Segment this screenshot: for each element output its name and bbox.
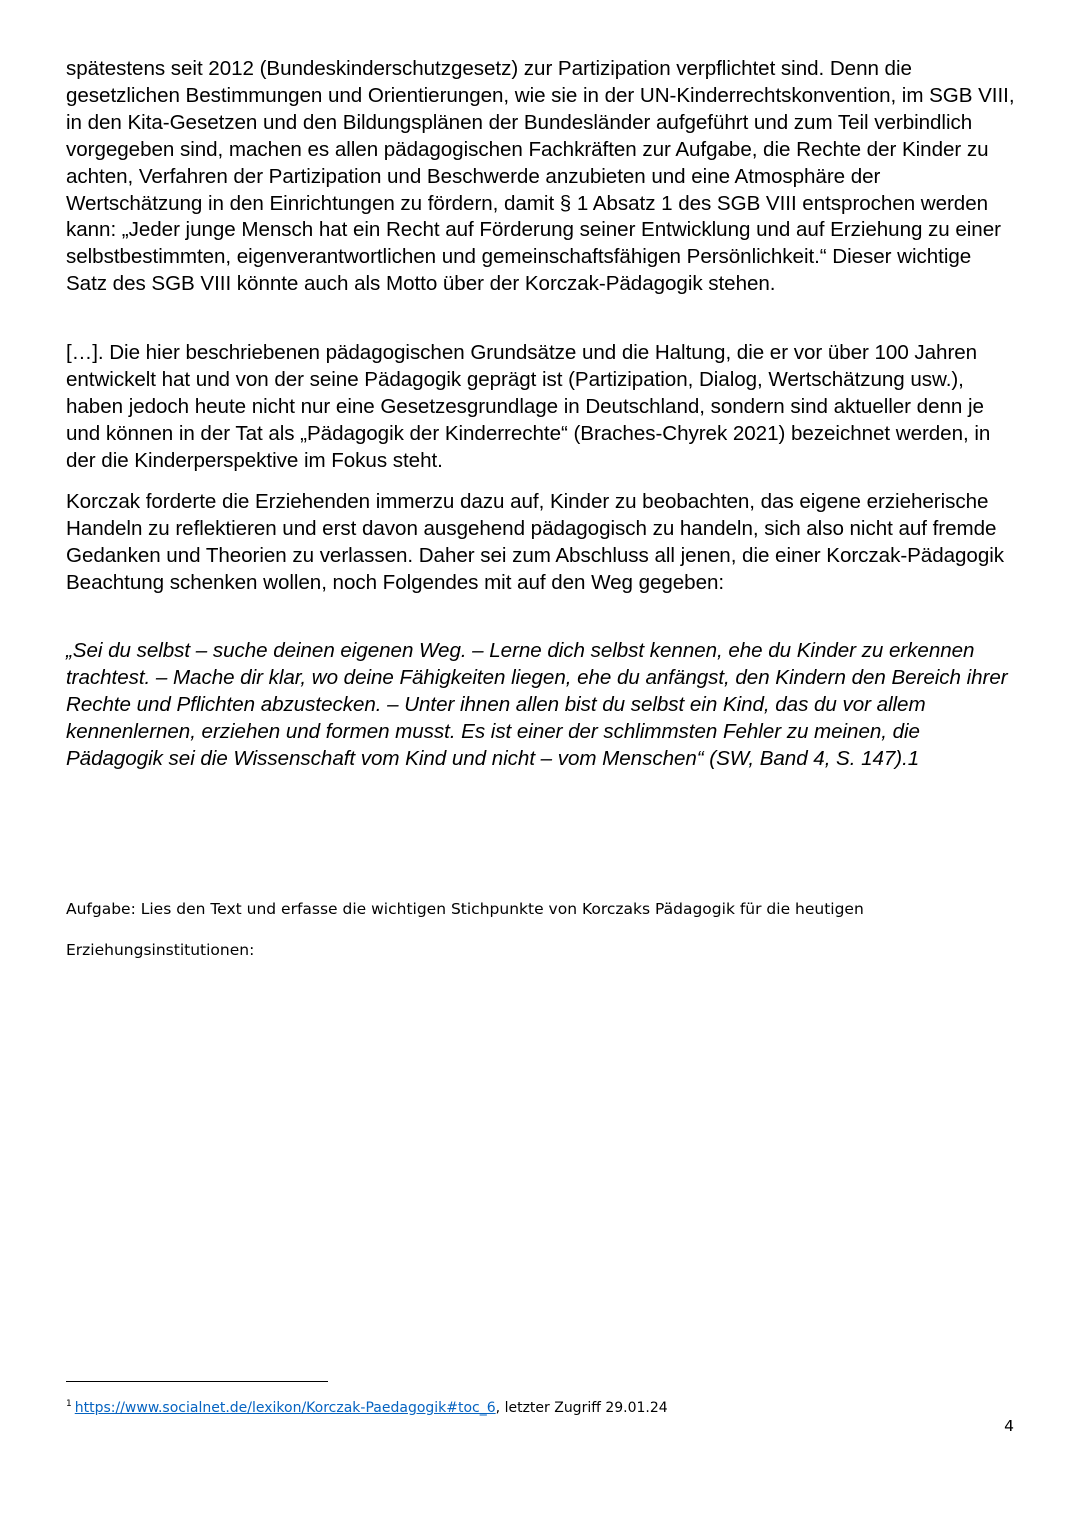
- task-instruction-line-2: Erziehungsinstitutionen:: [66, 941, 255, 959]
- task-instruction-line-1: Aufgabe: Lies den Text und erfasse die wichtigen Stichpunkte von Korczaks Pädagogik für die heutigen: [66, 900, 864, 918]
- korczak-quote: „Sei du selbst – suche deinen eigenen Weg. – Lerne dich selbst kennen, ehe du Kinder zu erkennen trachtest. – Mache dir klar, wo deine Fähigkeiten liegen, ehe du anfängst, den Kindern den Bereich ihrer Rechte und Pflichten abzustecken. – Unter ihnen allen bist du selbst ein Kind, das du vor allem kennenlernen, erziehen und formen musst. Es ist einer der schlimmsten Fehler zu meinen, die Pädagogik sei die Wissenschaft vom Kind und nicht – vom Menschen“ (SW, Band 4, S. 147).1: [66, 639, 1008, 770]
- paragraph-childrens-rights-pedagogy: […]. Die hier beschriebenen pädagogischen Grundsätze und die Haltung, die er vor über 100 Jahren entwickelt hat und von der seine Pädagogik geprägt ist (Partizipation, Dialog, Wertschätzung usw.), haben jedoch heute nicht nur eine Gesetzesgrundlage in Deutschland, sondern sind aktueller denn je und können in der Tat als „Pädagogik der Kinderrechte“ (Braches-Chyrek 2021) bezeichnet werden, in der die Kinderperspektive im Fokus steht.: [66, 341, 991, 472]
- footnote-suffix: , letzter Zugriff 29.01.24: [495, 1400, 668, 1416]
- footnote-link[interactable]: https://www.socialnet.de/lexikon/Korczak-Paedagogik#toc_6: [74, 1400, 496, 1416]
- paragraph-korczak-demands: Korczak forderte die Erziehenden immerzu dazu auf, Kinder zu beobachten, das eigene erzieherische Handeln zu reflektieren und erst davon ausgehend pädagogisch zu handeln, sich also nicht auf fremde Gedanken und Theorien zu verlassen. Daher sei zum Abschluss all jenen, die einer Korczak-Pädagogik Beachtung schenken wollen, noch Folgendes mit auf den Weg gegeben:: [66, 490, 1004, 594]
- footnote-separator: [66, 1381, 328, 1382]
- page-number: 4: [1004, 1417, 1014, 1435]
- footnote-marker: 1: [66, 1399, 72, 1409]
- footnote: [66, 1394, 668, 1418]
- paragraph-participation-law: spätestens seit 2012 (Bundeskinderschutzgesetz) zur Partizipation verpflichtet sind. Denn die gesetzlichen Bestimmungen und Orientierungen, wie sie in der UN-Kinderrechtskonvention, im SGB VIII, in den Kita-Gesetzen und den Bildungsplänen der Bundesländer aufgeführt und zum Teil verbindlich vorgegeben sind, machen es allen pädagogischen Fachkräften zur Aufgabe, die Rechte der Kinder zu achten, Verfahren der Partizipation und Beschwerde anzubieten und eine Atmosphäre der Wertschätzung in den Einrichtungen zu fördern, damit § 1 Absatz 1 des SGB VIII entsprochen werden kann: „Jeder junge Mensch hat ein Recht auf Förderung seiner Entwicklung und auf Erziehung zu einer selbstbestimmten, eigenverantwortlichen und gemeinschaftsfähigen Persönlichkeit.“ Dieser wichtige Satz des SGB VIII könnte auch als Motto über der Korczak-Pädagogik stehen.: [66, 57, 1015, 296]
